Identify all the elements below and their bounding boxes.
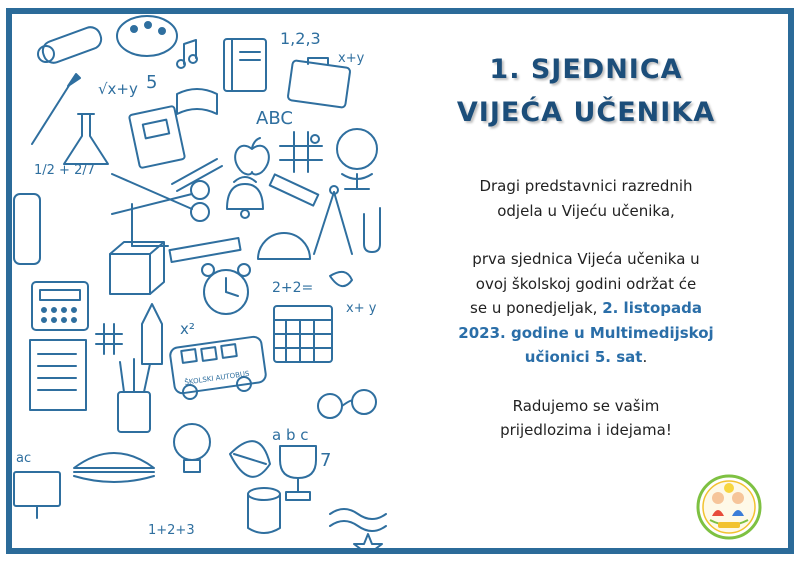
star-icon <box>354 534 382 548</box>
pen-icon <box>172 159 222 191</box>
invitation-content <box>396 14 788 548</box>
body-line-1: prva sjednica Vijeća učenika u <box>472 250 700 268</box>
doodle-five-text: 5 <box>146 72 158 93</box>
diploma-icon <box>177 89 217 114</box>
greeting-line-1: Dragi predstavnici razrednih <box>479 177 693 195</box>
apple-icon <box>235 138 269 174</box>
school-doodles-illustration <box>12 14 388 548</box>
body-paragraph <box>396 247 776 370</box>
bell-icon <box>227 177 263 218</box>
closing-line-2: prijedlozima i idejama! <box>500 421 672 439</box>
glasses-icon <box>318 390 376 418</box>
school-bus-icon <box>169 336 267 399</box>
paintbrush-icon <box>32 74 80 144</box>
doodle-formula-xy-text: x+y <box>338 51 365 66</box>
doodle-formula-x2-text: x+ y <box>346 301 377 316</box>
doodle-fraction-text: 1/2 + 2/7 <box>34 163 96 178</box>
calculator-icon <box>32 282 88 330</box>
doodle-abc-text: a b c <box>272 426 309 444</box>
crayon-icon <box>270 174 319 205</box>
cube-icon <box>110 242 164 294</box>
body-line-5-end: . <box>642 348 648 366</box>
backpack-icon <box>14 194 40 264</box>
music-note-icon <box>177 40 197 68</box>
tic-tac-toe-icon <box>280 132 322 172</box>
closing-line-1: Radujemo se vašim <box>512 396 660 415</box>
page-title <box>396 48 776 134</box>
doodle-plus-text: 1+2+3 <box>148 523 195 538</box>
doodle-sqrt-text: √x+y <box>98 80 138 98</box>
sandwich-icon <box>74 453 154 482</box>
light-bulb-icon <box>174 424 210 472</box>
cylinder-icon <box>248 488 280 533</box>
ruler-icon <box>169 238 240 262</box>
leaf-icon <box>330 272 352 286</box>
globe-icon <box>337 129 377 189</box>
alarm-clock-icon <box>202 264 250 314</box>
flask-icon <box>64 114 108 164</box>
doodle-numbers-text: 1,2,3 <box>280 29 321 48</box>
calendar-icon <box>274 306 332 362</box>
scroll-icon <box>38 24 104 65</box>
doodle-seven-text: 7 <box>320 450 332 471</box>
poster-frame <box>6 8 794 554</box>
grid-sign-icon <box>96 324 122 354</box>
body-line-3-start: se u ponedjeljak, <box>470 299 603 317</box>
pencil-cup-icon <box>118 359 150 432</box>
monitor-icon <box>14 472 60 518</box>
meeting-year-location: 2023. godine u Multimedijskoj <box>458 323 714 342</box>
greeting-line-2: odjela u Vijeću učenika, <box>497 201 675 220</box>
trophy-icon <box>280 446 316 500</box>
book-icon <box>224 39 266 91</box>
doodle-equation-text: 2+2= <box>272 280 314 296</box>
protractor-icon <box>258 233 310 259</box>
palette-icon <box>117 16 177 56</box>
leaf-large-icon <box>230 441 270 477</box>
doodle-letters-text: ABC <box>256 108 293 129</box>
meeting-room-time: učionici 5. sat <box>524 348 643 366</box>
title-line-1: 1. SJEDNICA <box>489 54 683 85</box>
bus-label-text: ŠKOLSKI AUTOBUS <box>184 369 250 387</box>
doodle-ac-text: ac <box>16 451 32 466</box>
axes-icon <box>132 204 168 246</box>
doodle-x2-text: x² <box>180 320 195 338</box>
wavy-lines-icon <box>330 509 386 531</box>
closing-paragraph <box>396 394 776 443</box>
title-line-2: VIJEĆA UČENIKA <box>456 97 716 128</box>
glue-icon <box>142 304 162 364</box>
document-icon <box>30 340 86 410</box>
paperclip-icon <box>364 208 380 252</box>
textbook-icon <box>129 106 185 168</box>
school-logo-icon <box>696 474 762 540</box>
body-line-2: ovoj školskoj godini održat će <box>475 274 697 293</box>
greeting-paragraph <box>396 174 776 223</box>
compass-icon <box>314 186 352 254</box>
invitation-message <box>396 174 776 467</box>
meeting-date: 2. listopada <box>602 299 702 317</box>
